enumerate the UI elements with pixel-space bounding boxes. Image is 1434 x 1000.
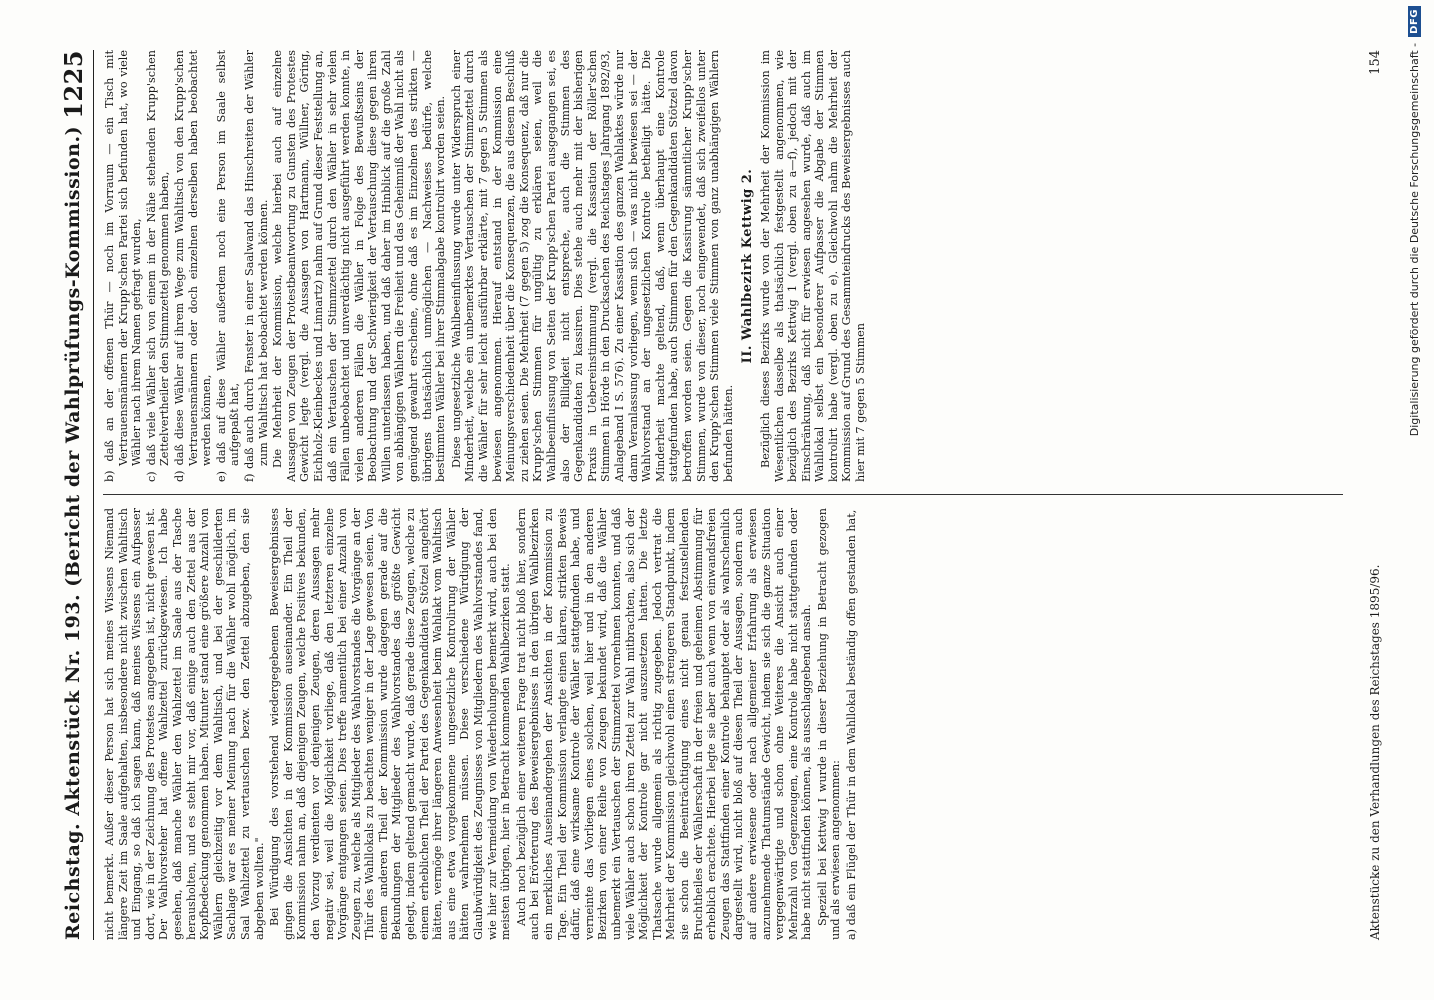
page-footer (1363, 50, 1387, 940)
digitization-note (1402, 6, 1426, 996)
left-column (103, 508, 1353, 940)
page-number: 1225 (58, 50, 88, 119)
section-heading: II. Wahlbezirk Kettwig 2. (740, 168, 756, 364)
footer-source: Aktenstücke zu den Verhandlungen des Reichstages 1895/96. (1368, 564, 1382, 940)
paragraph: Auch noch bezüglich einer weiteren Frage trat nicht bloß hier, sondern auch bei Erörterung des Beweisergebnisses in den übrigen Wahlbezirken ein merkliches Auseinandergehen der Ansichten in der Kommission zu Tage. Ein Theil der Kommission verlangte einen klaren, strikten Beweis dafür, daß eine wirksame Kontrole der Wähler stattgefunden habe, und verneinte das Vorliegen eines solchen, weil hier und in den anderen Bezirken von einer Reihe von Zeugen bekundet wird, daß die Wähler unbemerkt ein Vertauschen der Stimmzettel vornehmen konnten, und daß viele Wähler auch schon ihren Zettel zur Wahl mitbrachten, also sich der Möglichkeit der Kontrole gar nicht auszusetzen hatten. Die letzte Thatsache wurde allgemein als richtig zugegeben. Jedoch vertrat die Mehrheit der Kommission gleichwohl einen strengeren Standpunkt, indem sie schon die Beeinträchtigung eines nicht genau festzustellenden Bruchtheiles der Wählerschaft in der freien und geheimen Abstimmung für erheblich erachtete. Hierbei legte sie aber auch wenn von einwandsfreien Zeugen das Stattfinden einer Kontrole behauptet oder als wahrscheinlich dargestellt wird, nicht bloß auf diesen Theil der Aussagen, sondern auch auf andere erwiesene oder nach allgemeiner Erfahrung als erwiesen anzunehmende Thatumstände Gewicht, indem sie sich die ganze Situation vergegenwärtigte und schon ohne Weiteres die Ansicht auch einer Mehrzahl von Gegenzeugen, eine Kontrole habe nicht stattgefunden oder habe nicht stattfinden können, als ausschlaggebend ansah. (514, 508, 814, 940)
list-item-f: f) daß auch durch Fenster in einer Saalwand das Hinschreiten der Wähler zum Wahltisch hat beobachtet werden können. (242, 50, 270, 482)
paragraph: Bei Würdigung des vorstehend wiedergegebenen Beweisergebnisses gingen die Ansichten in der Kommission auseinander. Ein Theil der Kommission nahm an, daß diejenigen Zeugen, welche Positives bekunden, den Vorzug verdienten vor denjenigen Zeugen, deren Aussagen mehr negativ sei, weil die Möglichkeit vorliege, daß den letzteren einzelne Vorgänge entgangen seien. Dies treffe namentlich bei einer Anzahl von Zeugen zu, welche als Mitglieder des Wahlvorstandes die Vorgänge an der Thür des Wahllokals zu beachten weniger in der Lage gewesen seien. Von einem anderen Theil der Kommission wurde dagegen gerade auf die Bekundungen der Mitglieder des Wahlvorstandes das größte Gewicht gelegt, indem geltend gemacht wurde, daß gerade diese Zeugen, welche zu einem erheblichen Theil der Partei des Gegenkandidaten Stötzel angehört hätten, vermöge ihrer längeren Anwesenheit beim Wahlakt vom Wahltisch aus eine etwa vorgekommene ungesetzliche Kontrolirung der Wähler hätten wahrnehmen müssen. Diese verschiedene Würdigung der Glaubwürdigkeit des Zeugnisses von Mitgliedern des Wahlvorstandes fand, wie hier zur Vermeidung von Wiederholungen bemerkt wird, auch bei den meisten übrigen, hier in Betracht kommenden Wahlbezirken statt. (268, 508, 513, 940)
paragraph: nicht bemerkt. Außer dieser Person hat sich meines Wissens Niemand längere Zeit im Saale aufgehalten, insbesondere nicht zwischen Wahltisch und Eingang, so daß ich sagen kann, daß meines Wissens ein Aufpasser dort, wie in der Zeichnung des Protestes angegeben ist, nicht gewesen ist. Der Wahlvorsteher hat offene Wahlzettel zurückgewiesen. Ich habe gesehen, daß manche Wähler den Wahlzettel im Saale aus der Tasche herausholten, und es steht mir vor, daß einige auch den Zettel aus der Kopfbedeckung genommen haben. Mitunter stand eine größere Anzahl von Wählern gleichzeitig vor dem Wahltisch, und bei der geschilderten Sachlage war es meiner Meinung nach für die Wähler wohl möglich, im Saal Wahlzettel zu vertauschen bezw. den Zettel abzugeben, den sie abgeben wollten." (103, 508, 266, 940)
rotated-document-page (53, 50, 1393, 940)
digitization-note-text: Digitalisierung gefördert durch die Deutsche Forschungsgemeinschaft - (1407, 42, 1421, 437)
column-divider (103, 494, 1343, 495)
list-item-a: a) daß ein Flügel der Thür in dem Wahllokal beständig offen gestanden hat, (845, 509, 859, 940)
paragraph: Diese ungesetzliche Wahlbeeinflussung wurde unter Widerspruch einer Minderheit, welche ein unbemerktes Vertauschen der Stimmzettel durch die Wähler für sehr leicht ausführbar erklärte, mit 7 gegen 5 Stimmen als bewiesen angenommen. Hierauf entstand in der Kommission eine Meinungsverschiedenheit über die Konsequenzen, die aus diesem Beschluß zu ziehen seien. Die Mehrheit (7 gegen 5) zog die Konsequenz, daß nur die Krupp'schen Stimmen für ungültig zu erklären seien, weil die Wahlbeeinflussung von Seiten der Krupp'schen Partei ausgegangen sei, es also der Billigkeit nicht entspreche, auch die Stimmen des Gegenkandidaten zu kassiren. Dies stehe auch mehr mit der bisherigen Praxis in Uebereinstimmung (vergl. die Kassation der Röller'schen Stimmen in Hörde in den Drucksachen des Reichstages Jahrgang 1892/93, Anlageband I S. 576). Zu einer Kassation des ganzen Wahlaktes würde nur dann Veranlassung vorliegen, wenn sich — was nicht bewiesen sei — der Wahlvorstand an der ungesetzlichen Kontrole betheiligt hätte. Die Minderheit machte geltend, daß, wenn überhaupt eine Kontrole stattgefunden habe, auch Stimmen für den Gegenkandidaten Stötzel davon betroffen worden seien. Gegen die Kassirung sämmtlicher Krupp'scher Stimmen, wurde von dieser, noch eingewendet, daß sich zweifellos unter den Krupp'schen Stimmen viele Stimmen von ganz unabhängigen Wählern befunden hätten. (449, 50, 735, 482)
paragraph: Speziell bei Kettwig I wurde in dieser Beziehung in Betracht gezogen und als erwiesen angenommen: (815, 508, 843, 940)
header-left: Reichstag. Aktenstück Nr. 193. (62, 593, 84, 940)
paragraph: Bezüglich dieses Bezirks wurde von der Mehrheit der Kommission im Wesentlichen dasselbe als thatsächlich festgestellt angenommen, wie bezüglich des Bezirks Kettwig 1 (vergl. oben zu a—f), jedoch mit der Einschränkung, daß nicht für erwiesen angesehen wurde, daß auch im Wahllokal selbst ein besonderer Aufpasser die Abgabe der Stimmen kontrolirt habe (vergl. oben zu e). Gleichwohl nahm die Mehrheit der Kommission auf Grund des Gesammteindrucks des Beweisergebnisses auch hier mit 7 gegen 5 Stimmen (758, 50, 868, 482)
list-item-c: c) daß viele Wähler sich von einem in der Nähe stehenden Krupp'schen Zettelvertheiler den Stimmzettel genommen haben, (144, 50, 172, 482)
list-item-b: b) daß an der offenen Thür — noch im Vorraum — ein Tisch mit Vertrauensmännern der Krupp'schen Partei sich befunden hat, wo viele Wähler nach ihrem Namen gefragt wurden, (103, 50, 144, 482)
paragraph: Die Mehrheit der Kommission, welche hierbei auch auf einzelne Aussagen von Zeugen der Protestbeantwortung zu Gunsten des Protestes Gewicht legte (vergl. die Aussagen von Hartmann, Wüllner, Göring, Eichholz-Kleinbeckes und Linnartz) nahm auf Grund dieser Feststellung an, daß ein Vertauschen der Stimmzettel durch den Wähler in sehr vielen Fällen unbeobachtet und unverdächtig nicht ausgeführt werden konnte, in vielen anderen Fällen die Wähler in Folge des Bewußtseins der Beobachtung und der Schwierigkeit der Vertauschung diese gegen ihren Willen unterlassen haben, und daß daher im Hinblick auf die große Zahl von abhängigen Wählern die Freiheit und das Geheimniß der Wahl nicht als genügend gewahrt erscheine, ohne daß es im Einzelnen des strikten — übrigens thatsächlich unmöglichen — Nachweises bedürfe, welche bestimmten Wähler bei ihrer Stimmabgabe kontrolirt worden seien. (271, 50, 448, 482)
sheet-number: 154 (1367, 50, 1383, 75)
right-column (103, 50, 1353, 482)
dfg-logo: DFG (1408, 6, 1421, 37)
list-item-e: e) daß auf diese Wähler außerdem noch eine Person im Saale selbst aufgepaßt hat, (214, 50, 242, 482)
header-title: (Bericht der Wahlprüfungs-Kommission.) (62, 125, 84, 587)
list-item-d: d) daß diese Wähler auf ihrem Wege zum Wahltisch von den Krupp'schen Vertrauensmännern oder doch einzelnen derselben haben beobachtet werden können, (172, 50, 214, 482)
page-header (53, 50, 94, 940)
